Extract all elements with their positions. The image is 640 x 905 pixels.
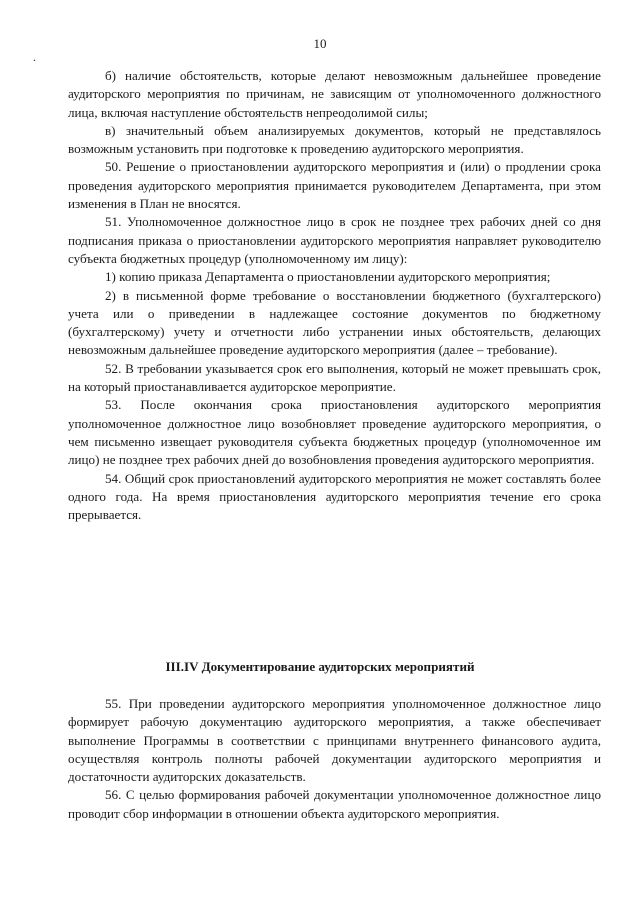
paragraph-55: 55. При проведении аудиторского мероприятия уполномоченное должностное лицо формирует рабочую документацию аудиторского мероприятия, а также обеспечивает выполнение Программы в соответствии с принципами внутреннего финансового аудита, осуществляя контроль полноты рабочей документации аудиторского мероприятия и достаточности аудиторских доказательств.: [68, 696, 601, 785]
paragraph-54: 54. Общий срок приостановлений аудиторского мероприятия не может составлять более одного года. На время приостановления аудиторского мероприятия течение его срока прерывается.: [68, 470, 601, 523]
paragraph-v: в) значительный объем анализируемых документов, который не представлялось возможным установить при подготовке к проведению аудиторского мероприятия.: [68, 122, 601, 157]
section-body-text: [68, 695, 601, 823]
body-text: [68, 67, 601, 524]
paragraph-52: 52. В требовании указывается срок его выполнения, который не может превышать срок, на который приостанавливается аудиторское мероприятие.: [68, 360, 601, 395]
paragraph-b: б) наличие обстоятельств, которые делают невозможным дальнейшее проведение аудиторского мероприятия по причинам, не зависящим от уполномоченного должностного лица, включая наступление обстоятельств непреодолимой силы;: [68, 68, 601, 120]
section-heading: III.IV Документирование аудиторских мероприятий: [165, 659, 475, 674]
page-number: 10: [313, 36, 327, 51]
paragraph-51-2: 2) в письменной форме требование о восстановлении бюджетного (бухгалтерского) учета или о приведении в надлежащее состояние документов по бюджетному (бухгалтерскому) учету и отчетности либо устранении иных обстоятельств, делающих невозможным дальнейшее проведение аудиторского мероприятия (далее – требование).: [68, 287, 601, 358]
paragraph-51-1: 1) копию приказа Департамента о приостановлении аудиторского мероприятия;: [105, 269, 551, 285]
paragraph-50: 50. Решение о приостановлении аудиторского мероприятия и (или) о продлении срока проведения аудиторского мероприятия принимается руководителем Департамента, при этом изменения в План не вносятся.: [68, 159, 601, 212]
paragraph-56: 56. С целью формирования рабочей документации уполномоченное должностное лицо проводит сбор информации в отношении объекта аудиторского мероприятия.: [68, 787, 601, 821]
paragraph-51: 51. Уполномоченное должностное лицо в срок не позднее трех рабочих дней со дня подписания приказа о приостановлении аудиторского мероприятия направляет руководителю субъекта бюджетных процедур (уполномоченному им лицу):: [68, 214, 601, 266]
stray-mark: .: [33, 50, 36, 64]
paragraph-53: 53. После окончания срока приостановления аудиторского мероприятия уполномоченное должностное лицо возобновляет проведение аудиторского мероприятия, о чем письменно извещает руководителя субъекта бюджетных процедур (уполномоченное им лицо) не позднее трех рабочих дней до возобновления проведения аудиторского мероприятия.: [68, 397, 601, 468]
